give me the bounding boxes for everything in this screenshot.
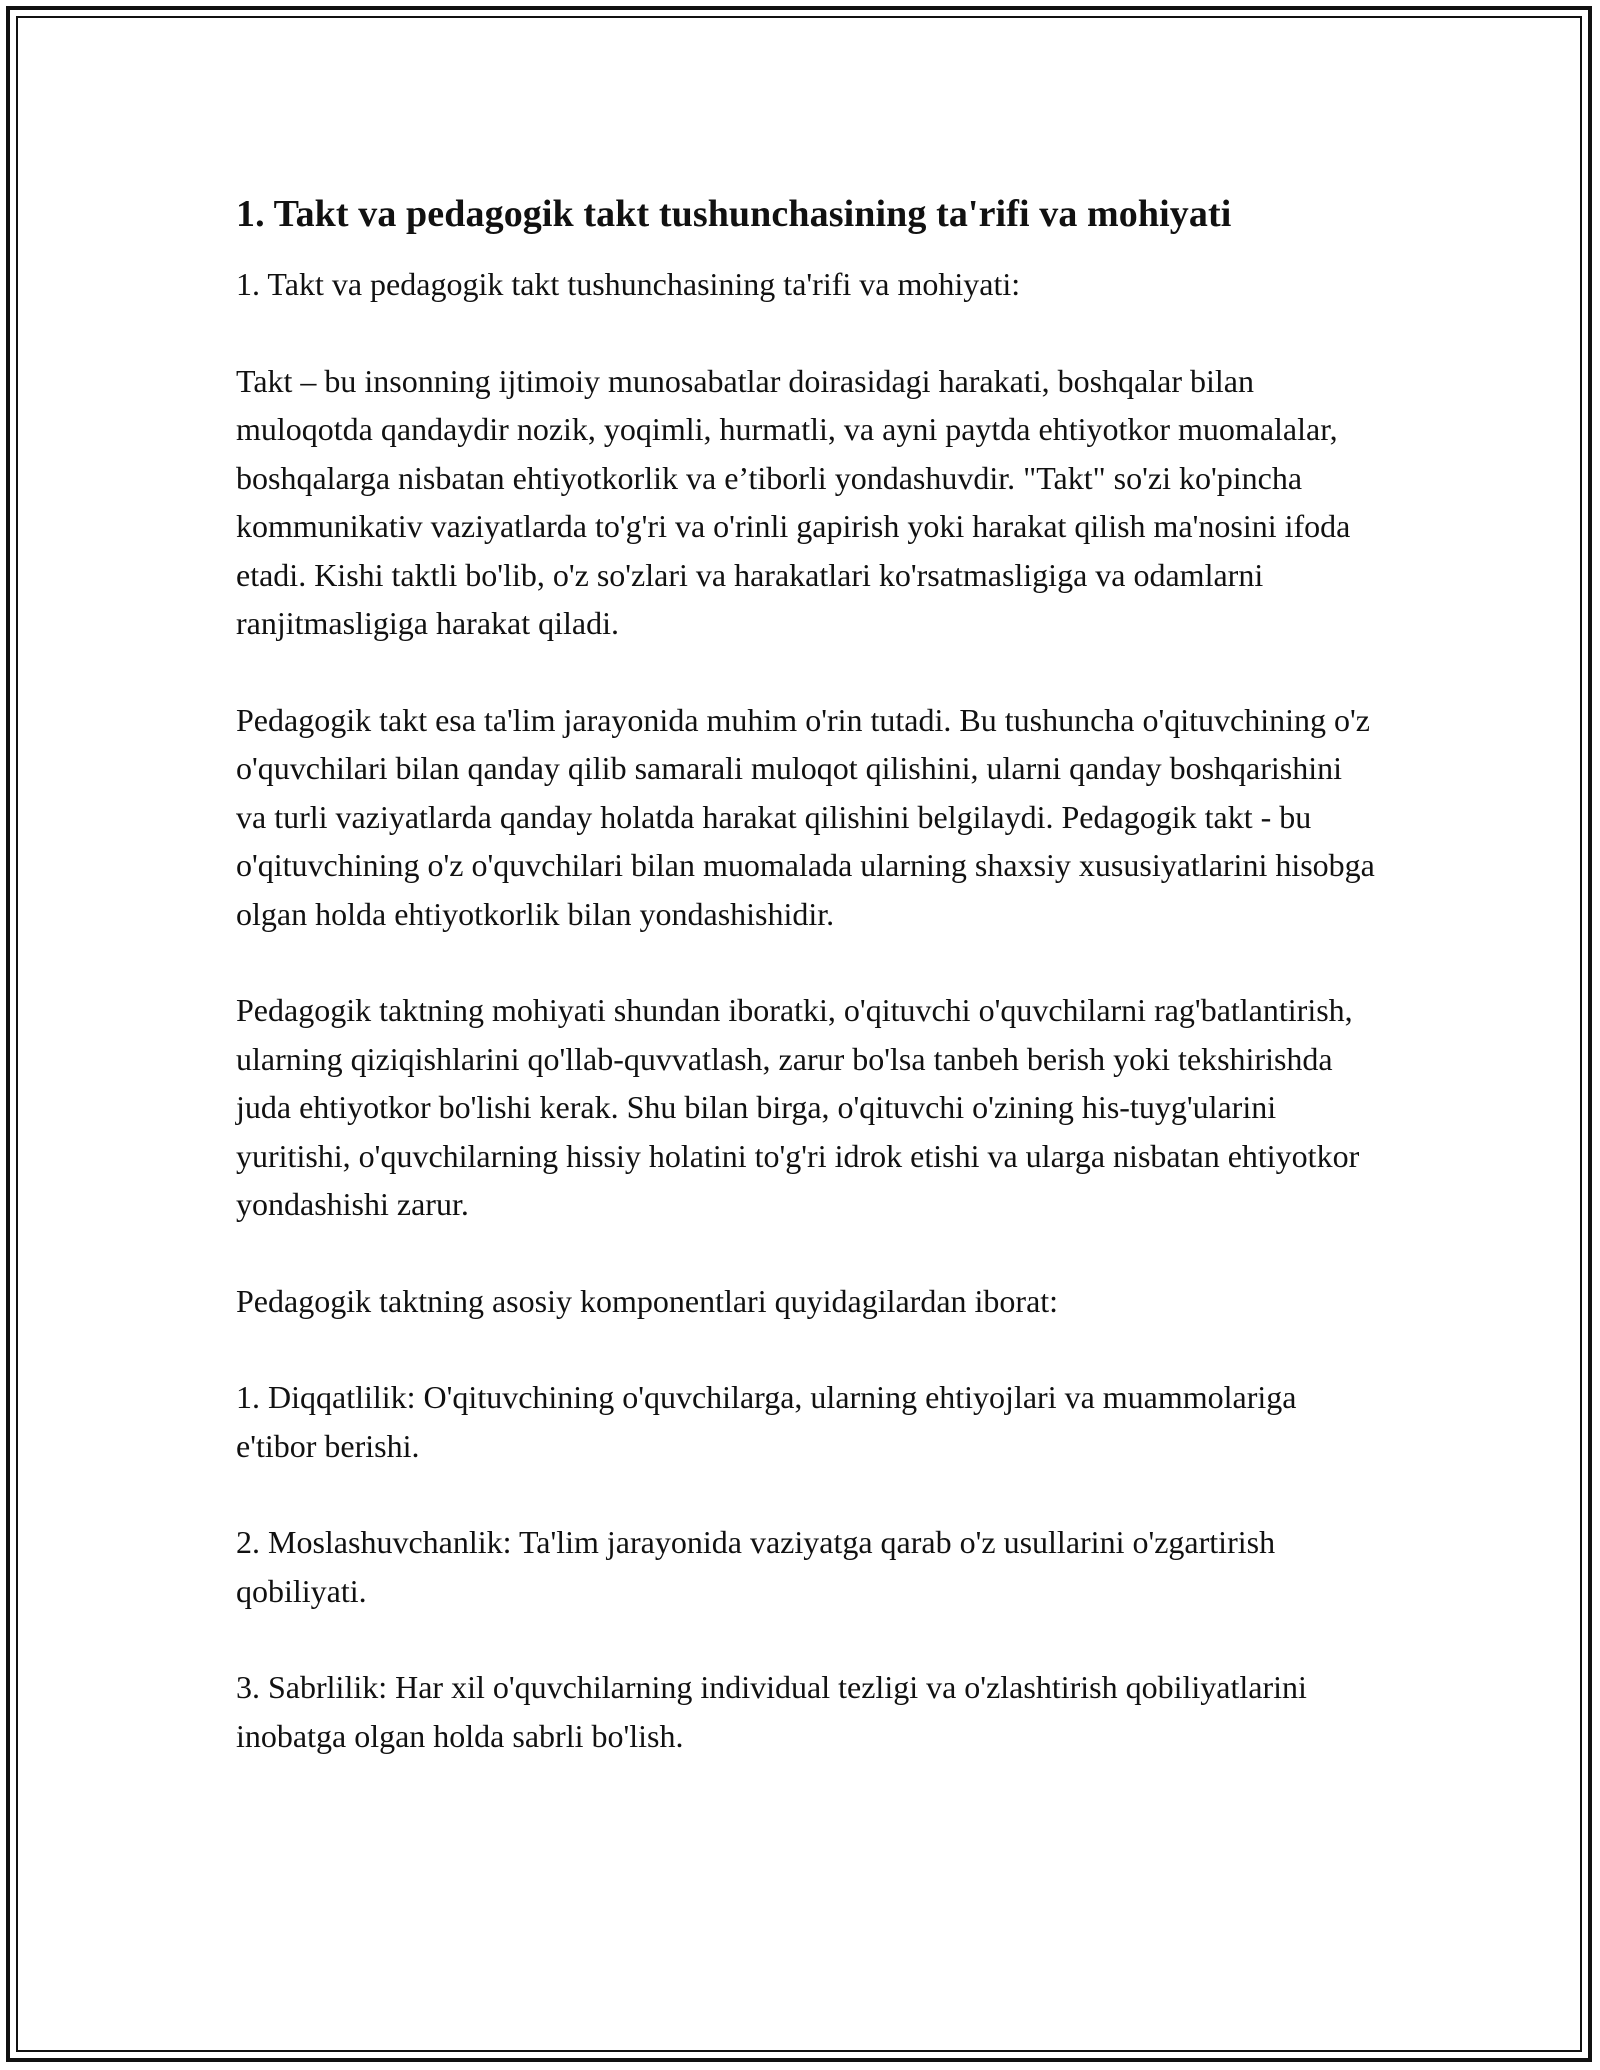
paragraph-essence: Pedagogik taktning mohiyati shundan iboratki, o'qituvchi o'quvchilarni rag'batlantirish, ularning qiziqishlarini qo'llab-quvvatlash, zarur bo'lsa tanbeh berish yoki tekshirishda juda ehtiyotkor bo'lishi kerak. Shu bilan birga, o'qituvchi o'zining his-tuyg'ularini yuritishi, o'quvchilarning hissiy holatini to'g'ri idrok etishi va ularga nisbatan ehtiyotkor yondashishi zarur. xyxy=(236,992,1360,1222)
components-intro: Pedagogik taktning asosiy komponentlari quyidagilardan iborat: xyxy=(236,1282,1059,1319)
paragraph-takt-definition: Takt – bu insonning ijtimoiy munosabatlar doirasidagi harakati, boshqalar bilan muloqotda qandaydir nozik, yoqimli, hurmatli, va ayni paytda ehtiyotkor muomalalar, boshqalarga nisbatan ehtiyotkorlik va e’tiborli yondashuvdir. "Takt" so'zi ko'pincha kommunikativ vaziyatlarda to'g'ri va o'rinli gapirish yoki harakat qilish ma'nosini ifoda etadi. Kishi taktli bo'lib, o'z so'zlari va harakatlari ko'rsatmasligiga va odamlarni ranjitmasligiga harakat qiladi. xyxy=(236,362,1351,641)
list-item-flexibility: 2. Moslashuvchanlik: Ta'lim jarayonida vaziyatga qarab o'z usullarini o'zgartirish qobiliyati. xyxy=(236,1524,1276,1609)
paragraph-pedagogical-takt: Pedagogik takt esa ta'lim jarayonida muhim o'rin tutadi. Bu tushuncha o'qituvchining o'z o'quvchilari bilan qanday qilib samarali muloqot qilishini, ularni qanday boshqarishini va turli vaziyatlarda qanday holatda harakat qilishini belgilaydi. Pedagogik takt - bu o'qituvchining o'z o'quvchilari bilan muomalada ularning shaxsiy xususiyatlarini hisobga olgan holda ehtiyotkorlik bilan yondashishidir. xyxy=(236,701,1375,932)
document-body xyxy=(236,188,1376,1808)
list-item-attentiveness: 1. Diqqatlilik: O'qituvchining o'quvchilarga, ularning ehtiyojlari va muammolariga e'tibor berishi. xyxy=(236,1379,1297,1464)
section-intro-line: 1. Takt va pedagogik takt tushunchasining ta'rifi va mohiyati: xyxy=(236,266,1021,302)
list-item-patience: 3. Sabrlilik: Har xil o'quvchilarning individual tezligi va o'zlashtirish qobiliyatlarini inobatga olgan holda sabrli bo'lish. xyxy=(236,1669,1307,1754)
page-title: 1. Takt va pedagogik takt tushunchasining ta'rifi va mohiyati xyxy=(236,193,1232,235)
